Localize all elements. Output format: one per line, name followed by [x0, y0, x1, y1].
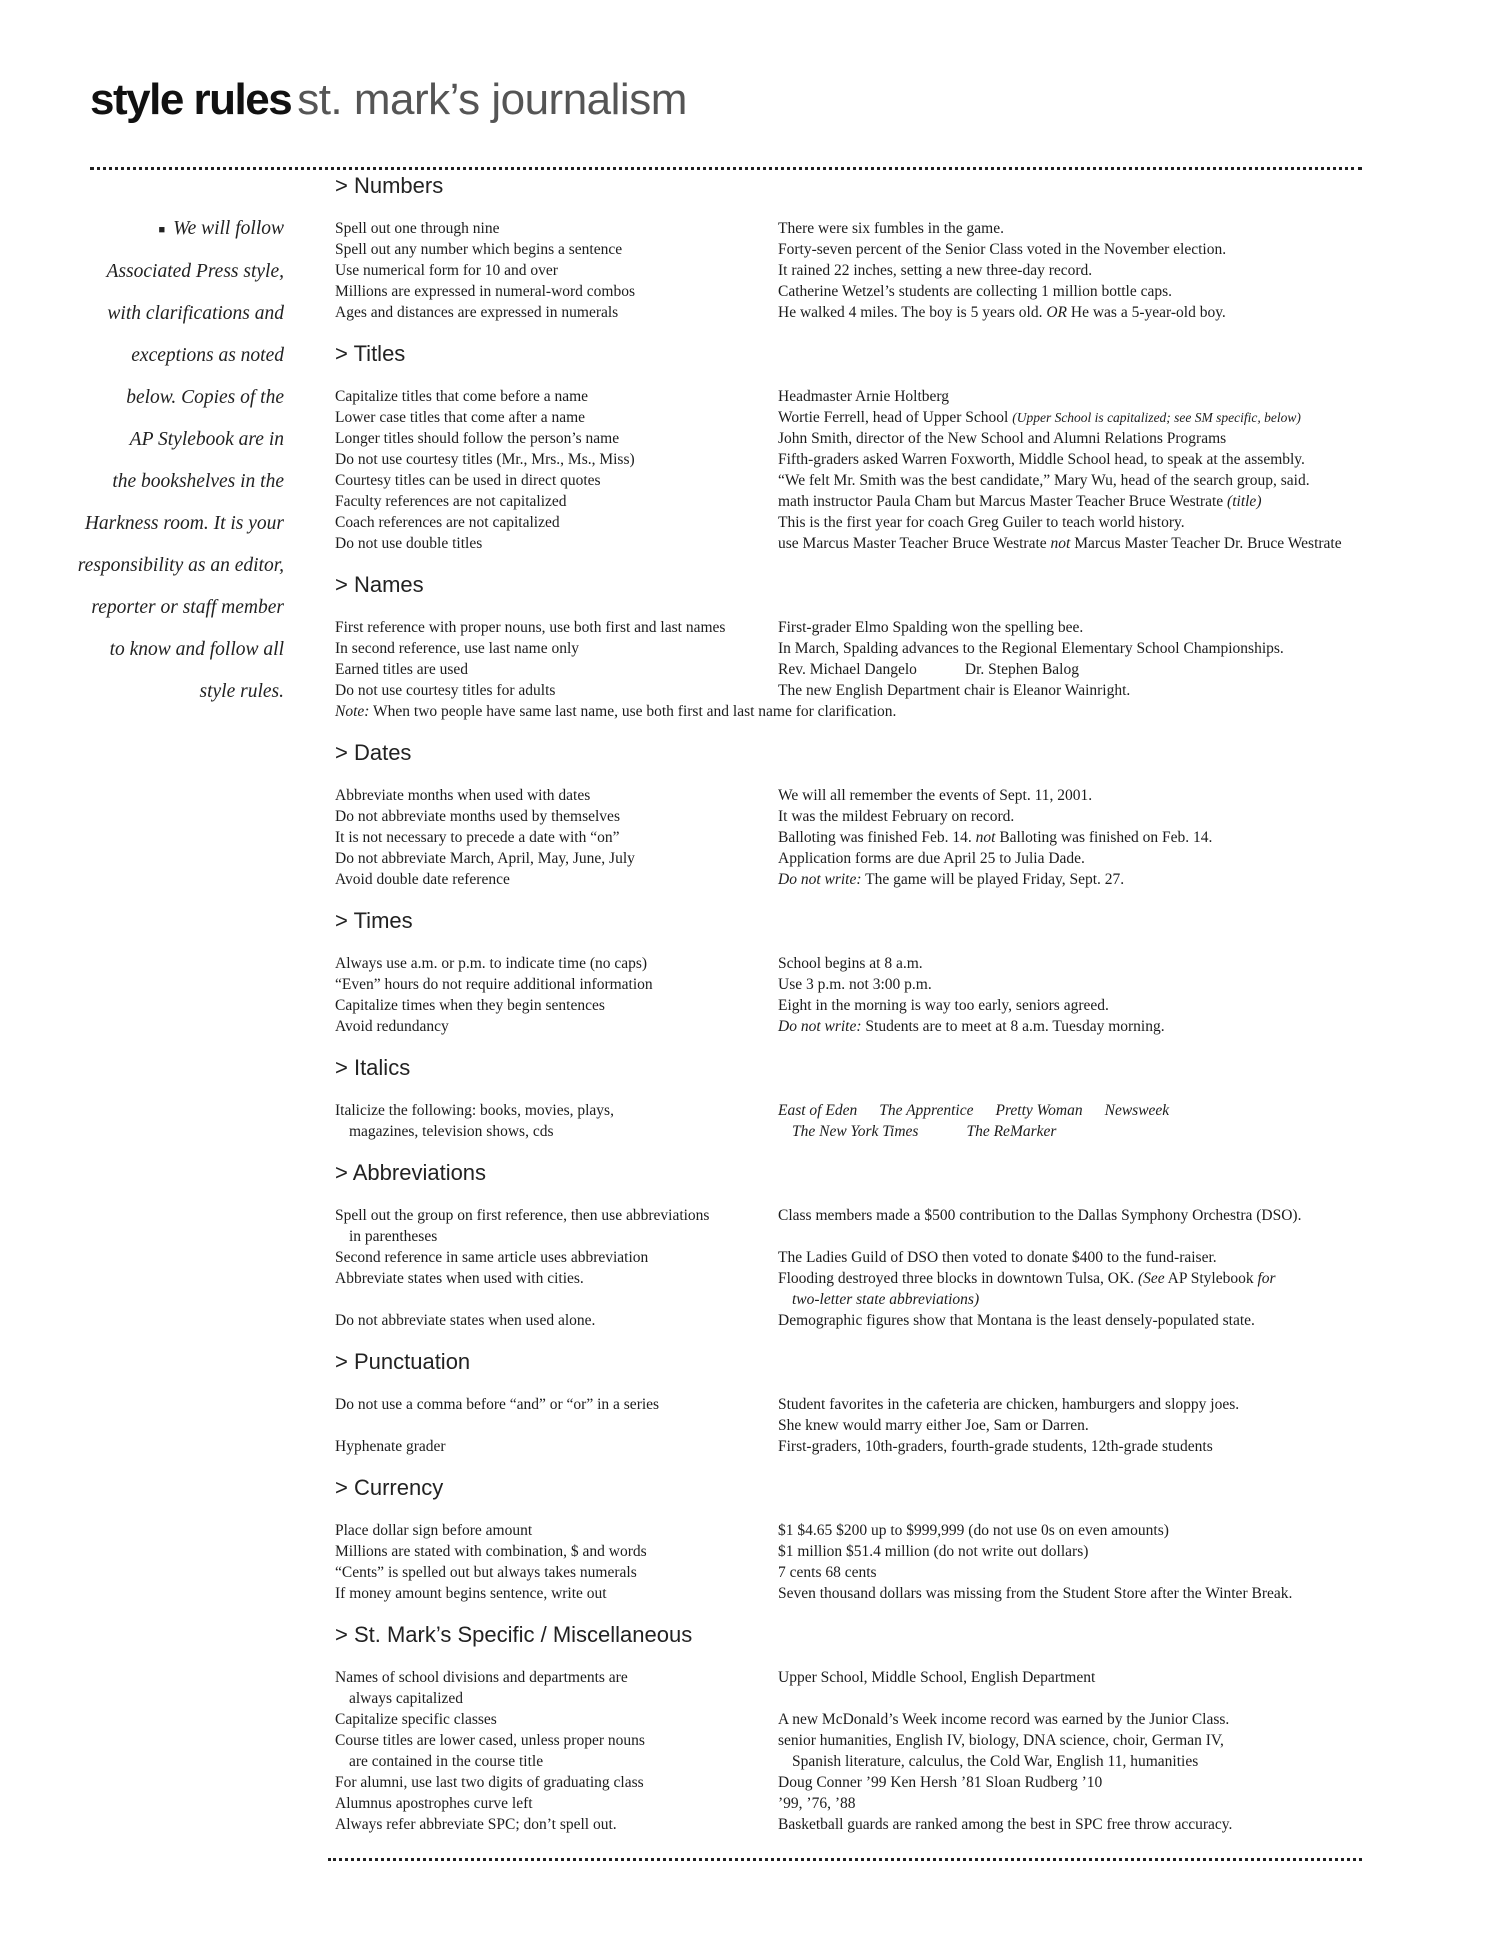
- rule-row: in parentheses: [349, 1228, 438, 1245]
- rule-row: If money amount begins sentence, write out Seven thousand dollars was missing from the Student Store after the Winter Break.: [335, 1585, 1293, 1602]
- section-numbers: [335, 218, 1455, 323]
- rule-row: Millions are expressed in numeral-word combos Catherine Wetzel’s students are collecting 1 million bottle caps.: [335, 283, 1173, 300]
- title-bold: style rules: [90, 75, 292, 124]
- section-st-marks-specific: [335, 1667, 1455, 1835]
- rule-row: In second reference, use last name only In March, Spalding advances to the Regional Elementary School Championships.: [335, 640, 1284, 657]
- rule-row: Millions are stated with combination, $ and words $1 million $51.4 million (do not write out dollars): [335, 1543, 1089, 1560]
- rule-row: “Cents” is spelled out but always takes numerals 7 cents 68 cents: [335, 1564, 877, 1581]
- section-times: [335, 953, 1455, 1037]
- sidebar-line: AP Stylebook are in: [129, 428, 284, 450]
- sidebar-line: exceptions as noted: [131, 344, 284, 366]
- section-titles: [335, 386, 1455, 554]
- sidebar-line: to know and follow all: [109, 638, 284, 660]
- rule-row: Coach references are not capitalized This is the first year for coach Greg Guiler to teach world history.: [335, 514, 1185, 531]
- rule-row: are contained in the course title Spanish literature, calculus, the Cold War, English 11, humanities: [349, 1753, 1199, 1770]
- section-heading-abbreviations: > Abbreviations: [335, 1160, 487, 1185]
- section-italics: [335, 1100, 1455, 1142]
- rule-row: Spell out any number which begins a sentence Forty-seven percent of the Senior Class voted in the November election.: [335, 241, 1227, 258]
- rule-row: Do not abbreviate March, April, May, June, July Application forms are due April 25 to Julia Dade.: [335, 850, 1085, 867]
- section-heading-italics: > Italics: [335, 1055, 411, 1080]
- rule-row: “Even” hours do not require additional information Use 3 p.m. not 3:00 p.m.: [335, 976, 932, 993]
- rule-row: Always refer abbreviate SPC; don’t spell out. Basketball guards are ranked among the best in SPC free throw accuracy.: [335, 1816, 1233, 1833]
- title-subtitle: st. mark’s journalism: [297, 75, 687, 124]
- rule-row: Use numerical form for 10 and over It rained 22 inches, setting a new three-day record.: [335, 262, 1093, 279]
- dotted-divider-top: [90, 167, 1362, 170]
- section-heading-numbers: > Numbers: [335, 173, 444, 198]
- rule-row: Spell out the group on first reference, then use abbreviations Class members made a $500 contribution to the Dallas Symphony Orchestra (DSO).: [335, 1207, 1302, 1224]
- style-rules-content: [335, 171, 1455, 1851]
- section-heading-punctuation: > Punctuation: [335, 1349, 471, 1374]
- rule-row: Italicize the following: books, movies, plays, East of Eden The Apprentice Pretty Woman Newsweek: [335, 1102, 1170, 1119]
- rule-row: Capitalize times when they begin sentences Eight in the morning is way too early, seniors agreed.: [335, 997, 1109, 1014]
- rule-row: Earned titles are used Rev. Michael Dangelo Dr. Stephen Balog: [335, 661, 1079, 678]
- rule-row: Names of school divisions and departments are Upper School, Middle School, English Department: [335, 1669, 1096, 1686]
- section-names: [335, 617, 1455, 722]
- sidebar-line: style rules.: [199, 680, 284, 702]
- rule-row: Courtesy titles can be used in direct quotes “We felt Mr. Smith was the best candidate,” Mary Wu, head of the search group, said.: [335, 472, 1310, 489]
- rule-row: Do not abbreviate months used by themselves It was the mildest February on record.: [335, 808, 1015, 825]
- sidebar-line: responsibility as an editor,: [77, 554, 284, 576]
- bullet-icon: ■: [158, 223, 166, 236]
- rule-row: Capitalize specific classes A new McDonald’s Week income record was earned by the Junior Class.: [335, 1711, 1230, 1728]
- dotted-divider-bottom: [328, 1858, 1362, 1861]
- rule-row: two-letter state abbreviations): [792, 1291, 980, 1308]
- rule-row: Do not use courtesy titles for adults The new English Department chair is Eleanor Wainright.: [335, 682, 1131, 699]
- sidebar-line: ■ We will follow: [158, 218, 284, 239]
- section-dates: [335, 785, 1455, 890]
- rule-row: Longer titles should follow the person’s name John Smith, director of the New School and Alumni Relations Programs: [335, 430, 1227, 447]
- rule-row: Do not abbreviate states when used alone. Demographic figures show that Montana is the least densely-populated state.: [335, 1312, 1255, 1329]
- section-currency: [335, 1520, 1455, 1604]
- section-abbreviations: [335, 1205, 1455, 1331]
- section-heading-currency: > Currency: [335, 1475, 444, 1500]
- rule-row: Avoid redundancy Do not write: Students are to meet at 8 a.m. Tuesday morning.: [335, 1018, 1165, 1035]
- page-title: [90, 75, 687, 124]
- sidebar-line: Harkness room. It is your: [84, 512, 284, 534]
- rule-row: Abbreviate states when used with cities. Flooding destroyed three blocks in downtown Tulsa, OK. (See AP Stylebook for: [335, 1270, 1276, 1287]
- rule-row: Faculty references are not capitalized math instructor Paula Cham but Marcus Master Teacher Bruce Westrate (title): [335, 493, 1262, 510]
- section-heading-dates: > Dates: [335, 740, 412, 765]
- rule-row: She knew would marry either Joe, Sam or Darren.: [778, 1417, 1089, 1434]
- section-heading-titles: > Titles: [335, 341, 406, 366]
- rule-row: always capitalized: [349, 1690, 464, 1707]
- sidebar-line: below. Copies of the: [126, 386, 284, 408]
- section-punctuation: [335, 1394, 1455, 1457]
- rule-row: Hyphenate grader First-graders, 10th-graders, fourth-grade students, 12th-grade students: [335, 1438, 1213, 1455]
- rule-row: Avoid double date reference Do not write: The game will be played Friday, Sept. 27.: [335, 871, 1125, 888]
- rule-row: Do not use a comma before “and” or “or” in a series Student favorites in the cafeteria are chicken, hamburgers and sloppy joes.: [335, 1396, 1240, 1413]
- rule-row: Abbreviate months when used with dates We will all remember the events of Sept. 11, 2001.: [335, 787, 1093, 804]
- rule-row: magazines, television shows, cds The New York Times The ReMarker: [349, 1123, 1057, 1140]
- section-heading-times: > Times: [335, 908, 413, 933]
- rule-row: For alumni, use last two digits of graduating class Doug Conner ’99 Ken Hersh ’81 Sloan Rudberg ’10: [335, 1774, 1103, 1791]
- rule-row: Always use a.m. or p.m. to indicate time (no caps) School begins at 8 a.m.: [335, 955, 923, 972]
- sidebar-line: the bookshelves in the: [112, 470, 284, 492]
- rule-row: Ages and distances are expressed in numerals He walked 4 miles. The boy is 5 years old. OR He was a 5-year-old boy.: [335, 304, 1226, 321]
- rule-row: Lower case titles that come after a name Wortie Ferrell, head of Upper School (Upper School is capitalized; see SM specific, below): [335, 409, 1301, 426]
- rule-row: Second reference in same article uses abbreviation The Ladies Guild of DSO then voted to donate $400 to the fund-raiser.: [335, 1249, 1217, 1266]
- rule-row: Spell out one through nine There were six fumbles in the game.: [335, 220, 1004, 237]
- rule-row: First reference with proper nouns, use both first and last names First-grader Elmo Spalding won the spelling bee.: [335, 619, 1084, 636]
- rule-row: It is not necessary to precede a date with “on” Balloting was finished Feb. 14. not Balloting was finished on Feb. 14.: [335, 829, 1213, 846]
- rule-row: Place dollar sign before amount $1 $4.65 $200 up to $999,999 (do not use 0s on even amounts): [335, 1522, 1169, 1539]
- section-heading-names: > Names: [335, 572, 424, 597]
- names-note: Note: When two people have same last name, use both first and last name for clarification.: [335, 703, 897, 720]
- sidebar-line: Associated Press style,: [106, 260, 284, 282]
- sidebar-line: with clarifications and: [107, 302, 284, 324]
- rule-row: Alumnus apostrophes curve left ’99, ’76, ’88: [335, 1795, 856, 1812]
- rule-row: Course titles are lower cased, unless proper nouns senior humanities, English IV, biology, DNA science, choir, German IV,: [335, 1732, 1224, 1749]
- sidebar-note: [60, 208, 284, 713]
- rule-row: Do not use courtesy titles (Mr., Mrs., Ms., Miss) Fifth-graders asked Warren Foxworth, Middle School head, to speak at the assembly.: [335, 451, 1305, 468]
- sidebar-line: reporter or staff member: [91, 596, 284, 618]
- rule-row: Capitalize titles that come before a name Headmaster Arnie Holtberg: [335, 388, 950, 405]
- rule-row: Do not use double titles use Marcus Master Teacher Bruce Westrate not Marcus Master Teacher Dr. Bruce Westrate: [335, 535, 1342, 552]
- section-heading-st-marks-specific: > St. Mark’s Specific / Miscellaneous: [335, 1622, 693, 1647]
